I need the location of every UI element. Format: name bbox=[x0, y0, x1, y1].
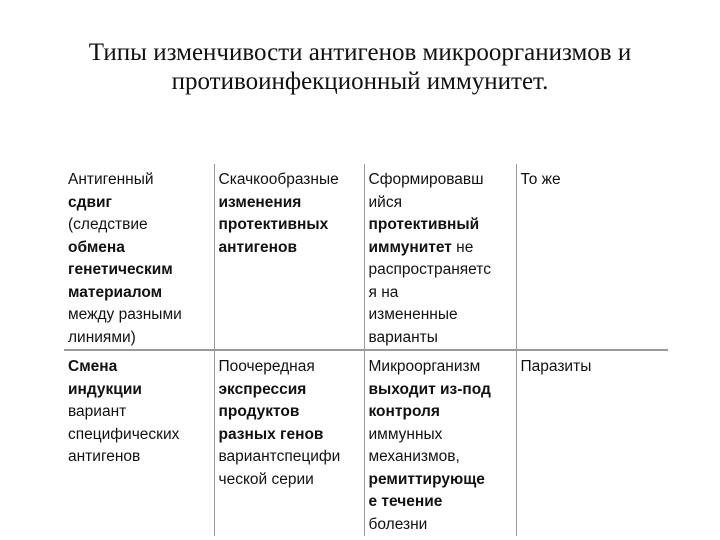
table-cell-consequence: Микроорганизм выходит из-под контроля иммунных механизмов, ремиттирующе е течение болезни bbox=[364, 350, 516, 536]
table-cell-example: То же bbox=[516, 164, 668, 350]
slide-title bbox=[20, 38, 700, 96]
table-cell-variability-type: Смена индукции вариант специфических антигенов bbox=[68, 358, 180, 465]
table-cell-example: Паразиты bbox=[516, 350, 668, 536]
table-cell-mechanism: Скачкообразные изменения протективных антигенов bbox=[214, 164, 364, 350]
table-cell-variability-type: Антигенный сдвиг (следствие обмена генетическим материалом между разными линиями) bbox=[64, 164, 214, 350]
table-cell-mechanism: Поочередная экспрессия продуктов разных генов вариантспецифи ческой серии bbox=[214, 350, 364, 536]
table-cell-consequence: Сформировавш ийся протективный иммунитет не распространяетс я на измененные варианты bbox=[364, 164, 516, 350]
antigen-variability-table bbox=[64, 164, 668, 536]
table-row bbox=[64, 350, 668, 536]
title-line-2: противоинфекционный иммунитет. bbox=[171, 68, 549, 95]
title-line-1: Типы изменчивости антигенов микроорганизмов и bbox=[88, 39, 632, 66]
table-row bbox=[64, 164, 668, 350]
